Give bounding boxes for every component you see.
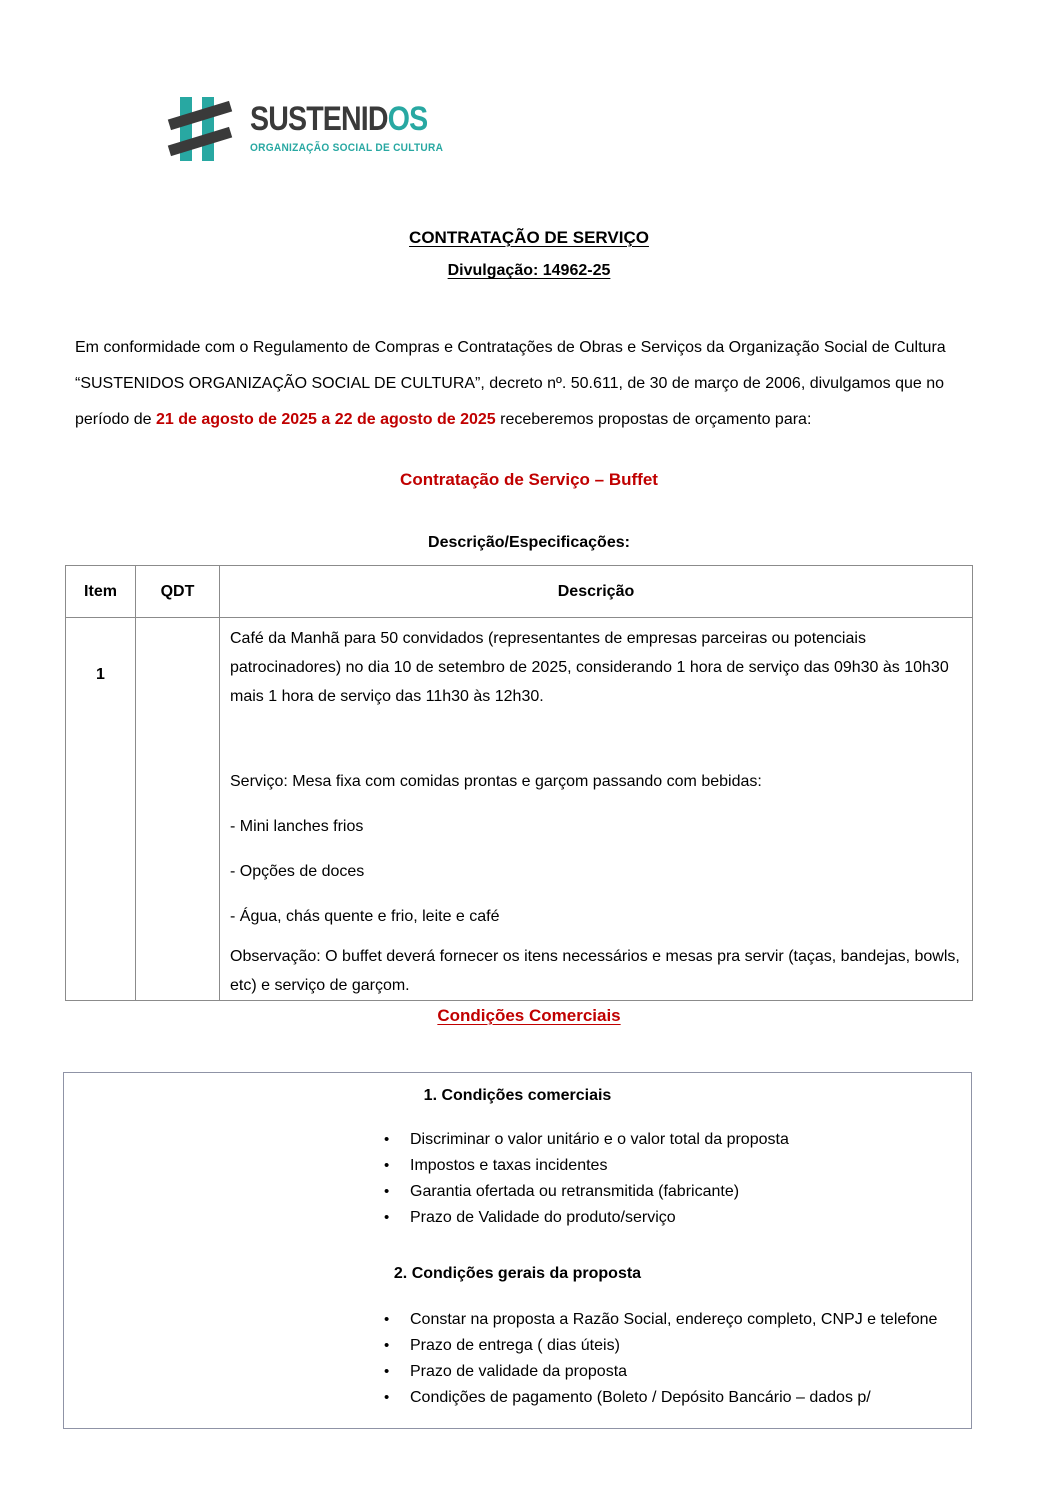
document-title: CONTRATAÇÃO DE SERVIÇO bbox=[409, 228, 649, 247]
description-cell bbox=[220, 618, 973, 1001]
section-2-list bbox=[64, 1307, 971, 1411]
section-1-list bbox=[64, 1127, 971, 1231]
list-item-text: Garantia ofertada ou retransmitida (fabricante) bbox=[410, 1183, 740, 1200]
list-item-text: Prazo de validade da proposta bbox=[410, 1363, 628, 1380]
hash-icon bbox=[172, 94, 234, 164]
commercial-conditions-heading: Condições Comerciais bbox=[437, 1006, 621, 1025]
bullet-icon: • bbox=[384, 1337, 390, 1354]
description-paragraph: - Opções de doces bbox=[230, 863, 365, 880]
brand-name bbox=[250, 100, 427, 139]
item-number-cell: 1 bbox=[66, 618, 136, 1001]
description-paragraph: Serviço: Mesa fixa com comidas prontas e garçom passando com bebidas: bbox=[230, 773, 762, 790]
logo-text bbox=[250, 94, 461, 164]
bullet-icon: • bbox=[384, 1131, 390, 1148]
spec-table-header-row bbox=[66, 566, 973, 618]
list-item-text: Discriminar o valor unitário e o valor total da proposta bbox=[410, 1131, 789, 1148]
intro-text-before-dates: Em conformidade com o Regulamento de Compras e Contratações de Obras e Serviços da Organização Social de Cultura “SUSTENIDOS ORGANIZAÇÃO SOCIAL DE CULTURA”, decreto nº. 50.611, de 30 de março de 2006, divulgamos que no período de bbox=[75, 339, 946, 428]
description-paragraph: - Mini lanches frios bbox=[230, 818, 364, 835]
logo bbox=[172, 94, 461, 164]
list-item-text: Condições de pagamento (Boleto / Depósito Bancário – dados p/ bbox=[410, 1389, 871, 1406]
logo-tagline: ORGANIZAÇÃO SOCIAL DE CULTURA bbox=[250, 142, 444, 154]
conditions-box bbox=[63, 1072, 972, 1429]
qdt-cell bbox=[136, 618, 220, 1001]
bullet-icon: • bbox=[384, 1209, 390, 1226]
list-item-text: Constar na proposta a Razão Social, endereço completo, CNPJ e telefone bbox=[410, 1311, 938, 1328]
list-item bbox=[384, 1179, 971, 1205]
list-item bbox=[384, 1205, 971, 1231]
section-2-title: 2. Condições gerais da proposta bbox=[393, 1265, 642, 1282]
description-paragraph: Observação: O buffet deverá fornecer os itens necessários e mesas pra servir (taças, bandejas, bowls, etc) e serviço de garçom. bbox=[230, 948, 960, 994]
bullet-icon: • bbox=[384, 1363, 390, 1380]
bullet-icon: • bbox=[384, 1311, 390, 1328]
list-item bbox=[384, 1359, 971, 1385]
list-item bbox=[384, 1153, 971, 1179]
list-item bbox=[384, 1127, 971, 1153]
list-item bbox=[384, 1307, 971, 1333]
intro-paragraph bbox=[75, 330, 990, 438]
bullet-icon: • bbox=[384, 1157, 390, 1174]
bullet-icon: • bbox=[384, 1389, 390, 1406]
description-paragraph: Café da Manhã para 50 convidados (representantes de empresas parceiras ou potenciais patrocinadores) no dia 10 de setembro de 2025, considerando 1 hora de serviço das 09h30 às 10h30 mais 1 hora de serviço das 11h30 às 12h30. bbox=[230, 630, 949, 705]
list-item bbox=[384, 1385, 971, 1411]
list-item bbox=[384, 1333, 971, 1359]
list-item-text: Prazo de entrega ( dias úteis) bbox=[410, 1337, 620, 1354]
brand-name-teal: OS bbox=[387, 100, 428, 138]
list-item-text: Prazo de Validade do produto/serviço bbox=[410, 1209, 676, 1226]
column-header-qdt: QDT bbox=[136, 566, 220, 618]
column-header-item: Item bbox=[66, 566, 136, 618]
description-paragraph: - Água, chás quente e frio, leite e café bbox=[230, 908, 500, 925]
document-subtitle: Divulgação: 14962-25 bbox=[447, 262, 611, 279]
proposal-date-range: 21 de agosto de 2025 a 22 de agosto de 2025 bbox=[155, 411, 496, 428]
brand-name-dark: SUSTENID bbox=[250, 100, 388, 138]
bullet-icon: • bbox=[384, 1183, 390, 1200]
spec-table-row bbox=[66, 618, 973, 1001]
section-1-title: 1. Condições comerciais bbox=[423, 1087, 612, 1104]
service-heading: Contratação de Serviço – Buffet bbox=[400, 470, 658, 489]
spec-table bbox=[65, 565, 973, 1001]
intro-text-after-dates: receberemos propostas de orçamento para: bbox=[495, 411, 812, 428]
spec-heading: Descrição/Especificações: bbox=[428, 534, 630, 551]
list-item-text: Impostos e taxas incidentes bbox=[410, 1157, 608, 1174]
column-header-descricao: Descrição bbox=[220, 566, 973, 618]
